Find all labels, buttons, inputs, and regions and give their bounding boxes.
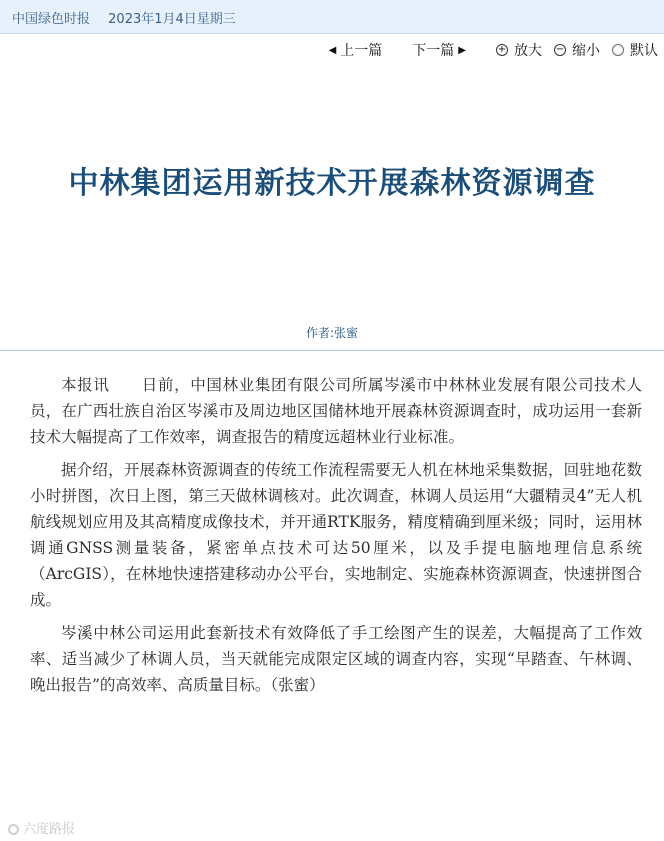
zoom-out-label: 缩小 (572, 43, 600, 59)
article-title: 中林集团运用新技术开展森林资源调查 (68, 166, 596, 201)
zoom-in-button[interactable] (496, 40, 542, 60)
prev-article-label: 上一篇 (340, 43, 383, 59)
zoom-out-button[interactable] (554, 40, 600, 60)
article-body (30, 372, 642, 705)
default-size-button[interactable] (612, 40, 658, 60)
next-article-label: 下一篇 (412, 43, 455, 59)
minus-circle-icon: − (555, 44, 565, 55)
paper-name: 中国绿色时报 (12, 12, 91, 27)
issue-date: 2023年1月4日星期三 (108, 12, 236, 27)
circle-icon (612, 44, 624, 56)
paragraph: 岑溪中林公司运用此套新技术有效降低了手工绘图产生的误差，大幅提高了工作效率、适当减少了林调人员，当天就能完成限定区域的调查内容，实现“早踏查、午林调、晚出报告”的高效率、高质量目标。（张蜜） (30, 624, 642, 694)
zoom-in-label: 放大 (514, 43, 542, 59)
watermark-logo-icon (8, 824, 19, 835)
next-article-link[interactable] (412, 40, 466, 60)
watermark-text: 六度路报 (23, 822, 76, 837)
triangle-right-icon: ▶ (458, 44, 466, 56)
paragraph: 本报讯 日前，中国林业集团有限公司所属岑溪市中林林业发展有限公司技术人员，在广西壮族自治区岑溪市及周边地区国储林地开展森林资源调查时，成功运用一套新技术大幅提高了工作效率，调查报告的精度远超林业行业标准。 (30, 376, 642, 446)
plus-circle-icon: + (497, 44, 507, 55)
watermark (8, 818, 75, 837)
divider (0, 350, 664, 351)
default-size-label: 默认 (630, 43, 658, 59)
triangle-left-icon: ◀ (328, 44, 337, 56)
article-toolbar (329, 40, 658, 60)
article-author: 作者:张蜜 (305, 326, 359, 340)
top-bar (0, 0, 664, 34)
prev-article-link[interactable] (329, 40, 383, 60)
paragraph: 据介绍，开展森林资源调查的传统工作流程需要无人机在林地采集数据，回驻地花数小时拼图，次日上图，第三天做林调核对。此次调查，林调人员运用“大疆精灵4”无人机航线规划应用及其高精度成像技术，并开通RTK服务，精度精确到厘米级；同时，运用林调通GNSS测量装备，紧密单点技术可达50厘米，以及手提电脑地理信息系统（ArcGIS），在林地快速搭建移动办公平台，实地制定、实施森林资源调查，快速拼图合成。 (30, 461, 642, 609)
